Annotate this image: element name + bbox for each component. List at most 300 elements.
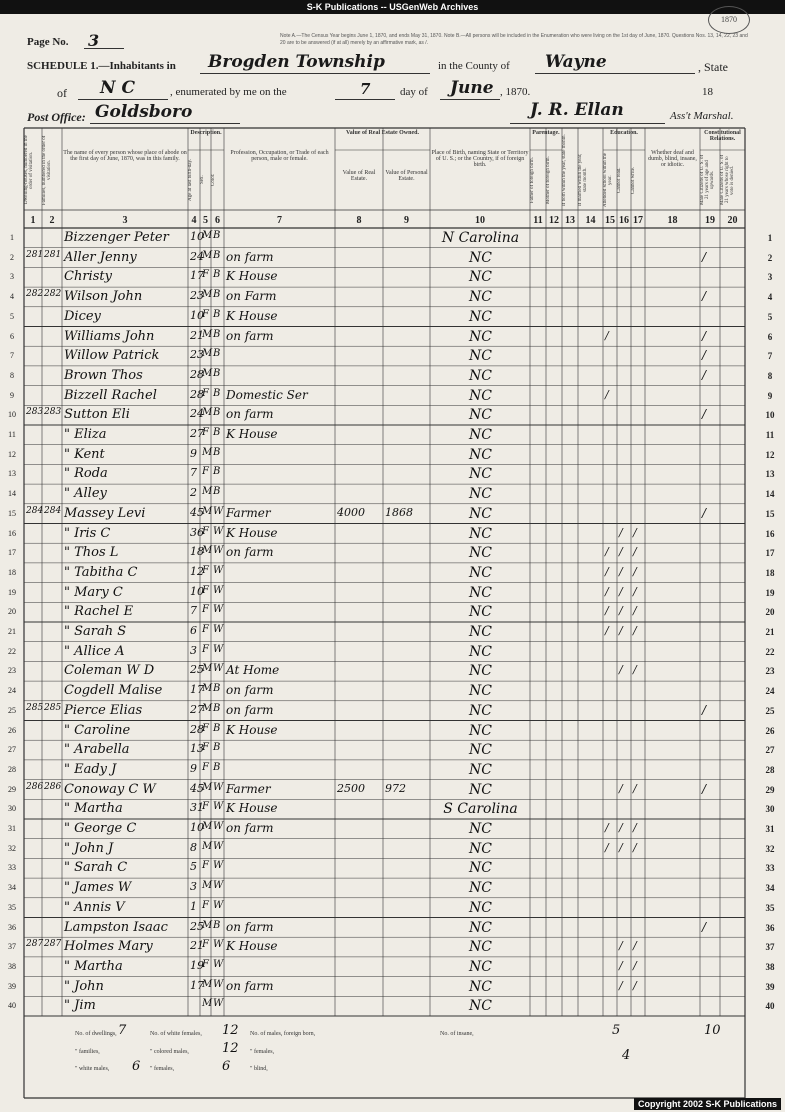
line-number-left: 23 <box>8 666 16 676</box>
person-name: " Sarah S <box>64 624 127 639</box>
county: Wayne <box>545 52 607 72</box>
state: N C <box>100 78 135 98</box>
birthplace: NC <box>469 545 492 562</box>
birthplace: NC <box>469 269 492 286</box>
sex: F <box>202 427 209 438</box>
age: 17 <box>190 683 204 697</box>
occupation: on farm <box>226 545 274 560</box>
line-number: 5 <box>767 311 773 322</box>
line-number: 39 <box>765 981 775 992</box>
line-number-left: 16 <box>8 528 16 538</box>
occupation: on farm <box>226 978 274 993</box>
male-citizen: / <box>702 702 707 717</box>
real-estate-value: 4000 <box>337 505 365 519</box>
color: W <box>213 781 224 793</box>
person-name: " George C <box>64 821 137 836</box>
line-number: 12 <box>765 449 775 460</box>
column-header-3: The name of every person whose place of abode on the first day of June, 1870, was in this family. <box>63 150 187 162</box>
color: W <box>213 860 224 872</box>
cannot-write: / <box>633 584 637 598</box>
birthplace: NC <box>469 446 492 463</box>
color: W <box>213 505 224 517</box>
birthplace: NC <box>469 525 492 542</box>
birthplace: NC <box>469 958 492 975</box>
line-number: 38 <box>765 961 775 972</box>
line-number: 33 <box>765 863 775 874</box>
cannot-read: / <box>619 663 623 677</box>
column-number-12: 12 <box>549 215 559 226</box>
color: W <box>213 643 224 655</box>
marshal-label: Ass't Marshal. <box>670 110 734 122</box>
line-number-left: 8 <box>10 370 14 380</box>
cannot-write: / <box>633 821 637 834</box>
attended-school: / <box>605 624 609 637</box>
person-name: " Tabitha C <box>64 564 138 580</box>
line-number-left: 11 <box>8 430 16 439</box>
line-number-left: 27 <box>8 745 16 755</box>
cannot-read: / <box>619 604 623 618</box>
sex: M <box>202 880 213 892</box>
marshal-signature: J. R. Ellan <box>530 100 624 120</box>
line-number: 32 <box>765 843 775 854</box>
sex: F <box>202 939 209 951</box>
line-number-left: 26 <box>8 725 16 735</box>
sex: F <box>202 466 209 478</box>
cannot-read: / <box>619 584 623 598</box>
foreign-females-label: " females, <box>250 1049 275 1055</box>
age: 27 <box>190 427 204 440</box>
column-number-11: 11 <box>533 215 543 226</box>
colored-males-count: 12 <box>222 1041 239 1056</box>
line-number-left: 31 <box>8 824 16 833</box>
color: W <box>213 525 224 537</box>
family-number: 282 <box>44 289 62 300</box>
male-citizen: / <box>702 407 707 422</box>
line-number: 27 <box>765 745 775 756</box>
sex: M <box>202 919 213 931</box>
age: 3 <box>190 880 197 894</box>
line-number-left: 19 <box>8 587 16 597</box>
line-number-left: 32 <box>8 843 16 853</box>
sex: F <box>202 958 209 970</box>
column-header-4: Age at last birth-day. <box>188 159 193 201</box>
birthplace: NC <box>469 505 492 522</box>
dwelling-number: 283 <box>26 407 44 418</box>
copyright-notice: Copyright 2002 S-K Publications <box>634 1098 781 1110</box>
male-citizen: / <box>702 289 707 304</box>
person-name: " Roda <box>64 466 108 482</box>
cannot-read: / <box>619 564 623 578</box>
color: W <box>213 624 224 635</box>
line-number-left: 37 <box>8 942 16 952</box>
color: B <box>213 249 221 261</box>
birthplace: NC <box>469 742 492 759</box>
birthplace: NC <box>469 249 492 266</box>
age: 36 <box>190 525 204 539</box>
column-number-8: 8 <box>356 215 362 226</box>
line-number-left: 35 <box>8 902 16 912</box>
line-number: 11 <box>765 430 775 440</box>
color: W <box>213 604 224 616</box>
line-number: 30 <box>765 804 775 815</box>
family-number: 283 <box>44 407 62 418</box>
birthplace: NC <box>469 880 492 897</box>
line-number-left: 36 <box>8 922 16 932</box>
column-number-9: 9 <box>404 215 409 226</box>
column-number-17: 17 <box>633 215 643 226</box>
color: W <box>213 998 224 1010</box>
age: 10 <box>190 230 204 243</box>
person-name: Lampston Isaac <box>64 919 168 935</box>
person-name: " Martha <box>64 958 123 974</box>
color: B <box>213 722 221 734</box>
instructions: Note A.—The Census Year begins June 1, 1870, and ends May 31, 1870. Note B.—All persons will be included in the Enumeration who were living on the 1st day of June, 1870. Questions Nos. 13, 14, 22, 23 and 20 are to be answered (if at all) merely by an affirmative mark, as /. <box>280 33 748 46</box>
birthplace: NC <box>469 308 492 325</box>
line-number-left: 22 <box>8 646 16 656</box>
cannot-read: / <box>619 821 623 834</box>
line-number: 36 <box>765 922 775 933</box>
person-name: " Thos L <box>64 545 119 561</box>
line-number: 8 <box>767 370 773 381</box>
family-number: 281 <box>44 249 62 260</box>
attended-school: / <box>605 545 609 559</box>
person-name: " Alley <box>64 486 107 502</box>
color: B <box>213 308 221 320</box>
personal-estate-value: 1868 <box>385 505 413 519</box>
line-number: 9 <box>767 390 773 401</box>
cannot-read: / <box>619 840 623 854</box>
color: B <box>213 683 221 695</box>
dwelling-number: 284 <box>26 505 44 516</box>
age: 24 <box>190 407 204 421</box>
male-citizen: / <box>702 505 707 520</box>
birthplace: NC <box>469 486 492 503</box>
attended-school: / <box>605 328 609 342</box>
column-header-8: Value of Real Estate. <box>342 170 376 182</box>
column-number-13: 13 <box>565 215 575 226</box>
column-header-9: Value of Personal Estate. <box>385 170 428 182</box>
township: Brogden Township <box>208 52 385 72</box>
line-number-left: 3 <box>10 272 14 282</box>
person-name: " Mary C <box>64 584 123 600</box>
line-number-left: 21 <box>8 627 16 636</box>
line-number: 14 <box>765 489 775 500</box>
color: B <box>213 230 221 241</box>
line-number: 17 <box>765 548 775 559</box>
sex: M <box>202 545 213 557</box>
page-number: 3 <box>88 31 100 50</box>
person-name: Wilson John <box>64 289 143 305</box>
male-citizen: / <box>702 328 707 343</box>
line-number: 6 <box>767 331 773 342</box>
birthplace: NC <box>469 702 492 719</box>
color: B <box>213 466 221 478</box>
male-citizen: / <box>702 249 707 264</box>
occupation: Farmer <box>226 781 271 796</box>
post-office-label: Post Office: <box>27 110 86 124</box>
color: B <box>213 702 221 714</box>
white-females-count: 12 <box>222 1023 239 1038</box>
person-name: Willow Patrick <box>64 348 160 364</box>
column-header-20: Male Citizens of U. S. of 21 years whose right to vote is denied. <box>720 154 735 206</box>
sex: M <box>202 781 213 793</box>
cannot-write: / <box>633 663 637 677</box>
line-number-left: 17 <box>8 548 16 558</box>
schedule-label: SCHEDULE 1.—Inhabitants in <box>27 60 176 72</box>
occupation: on Farm <box>226 289 277 304</box>
occupation: on farm <box>226 407 274 422</box>
attended-school: / <box>605 584 609 598</box>
person-name: Williams John <box>64 328 155 344</box>
birthplace: NC <box>469 821 492 837</box>
male-citizen: / <box>702 919 707 934</box>
age: 45 <box>190 781 204 795</box>
line-number: 1 <box>767 233 773 243</box>
column-header-5: Sex. <box>200 175 205 185</box>
person-name: " Martha <box>64 801 123 817</box>
attended-school: / <box>605 604 609 618</box>
line-number: 16 <box>765 528 775 539</box>
sex: F <box>202 624 209 635</box>
group-value-real-estate: Value of Real Estate Owned. <box>346 130 419 136</box>
birthplace: NC <box>469 761 492 778</box>
column-number-16: 16 <box>619 215 629 226</box>
line-number-left: 4 <box>10 292 14 302</box>
of-label: of <box>57 86 67 100</box>
column-number-4: 4 <box>191 215 197 226</box>
birthplace: S Carolina <box>443 801 518 818</box>
cannot-read: / <box>619 958 623 972</box>
column-number-10: 10 <box>475 215 485 226</box>
color: W <box>213 840 224 852</box>
line-number: 31 <box>765 824 775 834</box>
cannot-write: / <box>633 545 637 559</box>
age: 10 <box>190 584 204 598</box>
birthplace: NC <box>469 624 492 640</box>
line-number-left: 24 <box>8 686 16 696</box>
colored-females-label: " females, <box>150 1066 175 1072</box>
column-header-2: Families, numbered in the order of visitation. <box>42 135 52 205</box>
sex: F <box>202 604 209 616</box>
blind-label: " blind, <box>250 1066 268 1072</box>
person-name: Bizzell Rachel <box>64 387 157 403</box>
person-name: Massey Levi <box>64 505 146 521</box>
occupation: on farm <box>226 702 274 717</box>
line-number: 19 <box>765 587 775 598</box>
person-name: " Iris C <box>64 525 111 541</box>
age: 17 <box>190 269 204 283</box>
line-number-left: 15 <box>8 508 16 518</box>
sex: M <box>202 486 213 498</box>
dwelling-number: 287 <box>26 939 44 950</box>
colored-males-label: " colored males, <box>150 1049 189 1055</box>
line-number: 22 <box>765 646 775 657</box>
line-number-left: 12 <box>8 449 16 459</box>
person-name: " Eliza <box>64 427 107 442</box>
family-number: 284 <box>44 505 62 516</box>
person-name: " Caroline <box>64 722 131 738</box>
line-number-left: 39 <box>8 981 16 991</box>
column-header-11: Father of foreign birth. <box>530 157 535 203</box>
personal-estate-value: 972 <box>385 781 406 795</box>
line-number: 37 <box>765 942 775 953</box>
line-number: 4 <box>767 292 773 303</box>
occupation: on farm <box>226 249 274 264</box>
birthplace: NC <box>469 781 492 798</box>
person-name: Brown Thos <box>64 367 143 383</box>
year-label: , 1870. <box>500 86 531 98</box>
sex: F <box>202 722 209 734</box>
column-number-7: 7 <box>277 215 282 226</box>
occupation: Farmer <box>226 505 271 520</box>
male-citizen: / <box>702 781 707 796</box>
color: B <box>213 742 221 754</box>
cannot-read: / <box>619 939 623 953</box>
birthplace: NC <box>469 840 492 857</box>
line-number-left: 6 <box>10 331 14 341</box>
person-name: " James W <box>64 880 132 896</box>
line-number-left: 33 <box>8 863 16 873</box>
person-name: " John J <box>64 840 114 856</box>
birthplace: NC <box>469 328 492 345</box>
color: W <box>213 584 224 596</box>
age: 19 <box>190 958 204 972</box>
age: 17 <box>190 978 204 992</box>
dwelling-number: 286 <box>26 781 44 792</box>
families-label: " families, <box>75 1049 100 1055</box>
county-label: in the County of <box>438 60 510 72</box>
cannot-read: / <box>619 624 623 637</box>
line-number: 40 <box>765 1001 775 1012</box>
birthplace: NC <box>469 683 492 700</box>
age: 1 <box>190 899 197 913</box>
family-number: 287 <box>44 939 62 950</box>
line-number: 7 <box>767 351 773 362</box>
birthplace: NC <box>469 919 492 936</box>
birthplace: NC <box>469 722 492 739</box>
age: 10 <box>190 821 204 834</box>
occupation: At Home <box>226 663 280 678</box>
age: 8 <box>190 840 197 854</box>
birthplace: NC <box>469 860 492 877</box>
age: 2 <box>190 486 197 500</box>
age: 9 <box>190 761 197 775</box>
age: 23 <box>190 348 204 362</box>
occupation: K House <box>226 525 278 540</box>
occupation: K House <box>226 722 278 737</box>
color: W <box>213 939 224 951</box>
sex: F <box>202 899 209 911</box>
column-header-15: Attended school within the year. <box>603 152 613 208</box>
sex: M <box>202 407 213 419</box>
line-number-left: 1 <box>10 233 14 242</box>
person-name: " Kent <box>64 446 105 462</box>
birthplace: NC <box>469 998 492 1015</box>
birthplace: NC <box>469 939 492 956</box>
line-number-left: 34 <box>8 883 16 893</box>
age: 45 <box>190 505 204 519</box>
person-name: Christy <box>64 269 112 285</box>
color: B <box>213 348 221 360</box>
person-name: Sutton Eli <box>64 407 130 423</box>
real-estate-value: 2500 <box>337 781 365 795</box>
sex: M <box>202 978 213 990</box>
occupation: on farm <box>226 919 274 934</box>
year-stamp: 1870 <box>708 6 750 34</box>
line-number: 26 <box>765 725 775 736</box>
sex: M <box>202 446 213 458</box>
male-citizen: / <box>702 348 707 363</box>
line-number-left: 30 <box>8 804 16 814</box>
line-number: 18 <box>765 567 775 578</box>
birthplace: NC <box>469 407 492 424</box>
cannot-write: / <box>633 978 637 992</box>
color: B <box>213 446 221 458</box>
occupation: K House <box>226 308 278 323</box>
column-header-10: Place of Birth, naming State or Territory of U. S.; or the Country, if of foreign birth. <box>431 150 529 168</box>
age: 7 <box>190 604 197 618</box>
line-number: 20 <box>765 607 775 618</box>
line-number-left: 2 <box>10 252 14 262</box>
age: 9 <box>190 446 197 460</box>
line-number-left: 28 <box>8 764 16 774</box>
age: 25 <box>190 663 204 677</box>
line-number-left: 13 <box>8 469 16 479</box>
line-number: 13 <box>765 469 775 480</box>
occupation: K House <box>226 269 278 284</box>
column-header-12: Mother of foreign birth. <box>546 156 551 204</box>
column-number-5: 5 <box>203 215 208 226</box>
page-number-label: Page No. <box>27 36 69 48</box>
line-number: 25 <box>765 705 775 716</box>
total-col-15: 5 <box>612 1023 621 1038</box>
occupation: K House <box>226 801 278 816</box>
birthplace: N Carolina <box>441 230 520 246</box>
eighteen: 18 <box>702 86 713 98</box>
family-number: 285 <box>44 702 62 713</box>
line-number: 10 <box>765 410 775 421</box>
age: 25 <box>190 919 204 933</box>
person-name: " Rachel E <box>64 604 134 620</box>
column-number-6: 6 <box>215 215 220 226</box>
line-number: 15 <box>765 508 775 519</box>
occupation: K House <box>226 939 278 954</box>
person-name: Aller Jenny <box>64 249 137 265</box>
cannot-write: / <box>633 525 637 539</box>
line-number-left: 29 <box>8 784 16 794</box>
color: B <box>213 761 221 773</box>
dwelling-number: 282 <box>26 289 44 300</box>
line-number: 29 <box>765 784 775 795</box>
month: June <box>450 78 494 98</box>
male-citizen: / <box>702 367 707 382</box>
person-name: Dicey <box>64 308 101 324</box>
day: 7 <box>360 80 371 98</box>
line-number-left: 38 <box>8 961 16 971</box>
line-number-left: 7 <box>10 351 14 361</box>
line-number: 28 <box>765 764 775 775</box>
column-header-18: Whether deaf and dumb, blind, insane, or idiotic. <box>648 150 697 168</box>
total-col-19: 10 <box>704 1023 721 1038</box>
sex: M <box>202 840 213 852</box>
occupation: Domestic Ser <box>226 387 308 402</box>
cannot-write: / <box>633 564 637 578</box>
column-header-13: If born within the year, state month. <box>562 134 567 206</box>
age: 31 <box>190 801 204 815</box>
column-number-2: 2 <box>49 215 55 226</box>
sex: F <box>202 269 209 281</box>
archive-banner: S-K Publications -- USGenWeb Archives <box>0 0 785 14</box>
